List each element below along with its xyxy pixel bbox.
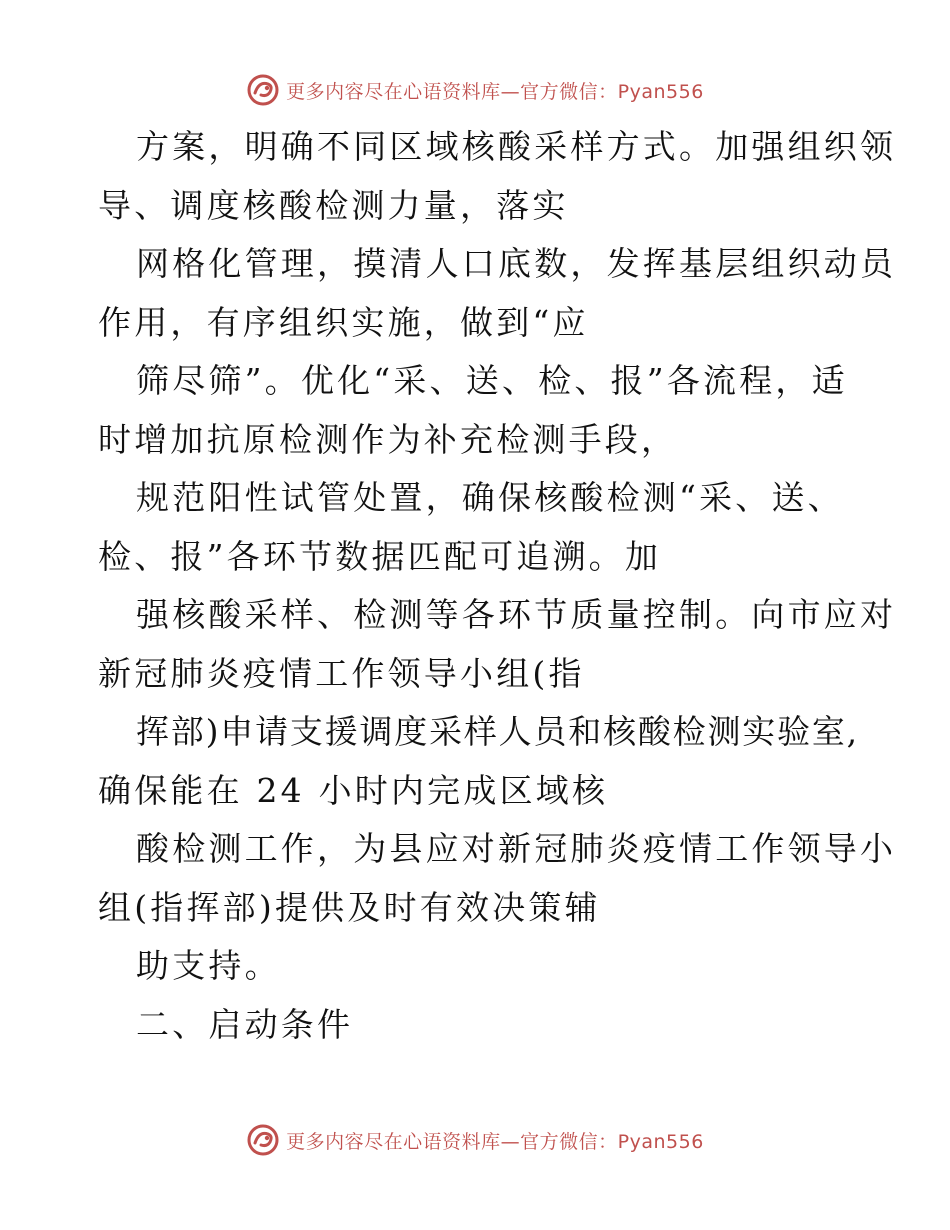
header-watermark — [0, 70, 950, 110]
text-line: 网格化管理，摸清人口底数，发挥基层组织动员 — [136, 244, 897, 283]
footer-watermark — [0, 1120, 950, 1160]
text-line: 筛尽筛”。优化“采、送、检、报”各流程，适 — [136, 361, 848, 400]
text-line: 新冠肺炎疫情工作领导小组(指 — [98, 653, 585, 693]
section-heading: 二、启动条件 — [136, 1004, 354, 1044]
dragon-seal-logo-icon — [246, 1123, 280, 1157]
text-line: 确保能在 24 小时内完成区域核 — [98, 770, 609, 810]
text-line: 酸检测工作，为县应对新冠肺炎疫情工作领导小 — [136, 829, 897, 868]
text-line: 强核酸采样、检测等各环节质量控制。向市应对 — [136, 595, 897, 634]
text-line: 时增加抗原检测作为补充检测手段， — [98, 419, 678, 459]
text-line: 规范阳性试管处置，确保核酸检测“采、送、 — [136, 478, 844, 517]
document-body — [98, 118, 897, 1054]
text-line: 作用，有序组织实施，做到“应 — [98, 302, 589, 342]
watermark-text: 更多内容尽在心语资料库—官方微信：Pyan556 — [286, 80, 704, 103]
text-line: 方案，明确不同区域核酸采样方式。加强组织领 — [136, 127, 897, 166]
text-line: 组(指挥部)提供及时有效决策辅 — [98, 887, 601, 927]
text-line: 导、调度核酸检测力量，落实 — [98, 185, 569, 225]
text-line: 助支持。 — [136, 946, 281, 985]
text-line: 检、报”各环节数据匹配可追溯。加 — [98, 536, 662, 576]
dragon-seal-logo-icon — [246, 73, 280, 107]
watermark-text: 更多内容尽在心语资料库—官方微信：Pyan556 — [286, 1130, 704, 1153]
text-line: 挥部)申请支援调度采样人员和核酸检测实验室, — [136, 712, 859, 751]
